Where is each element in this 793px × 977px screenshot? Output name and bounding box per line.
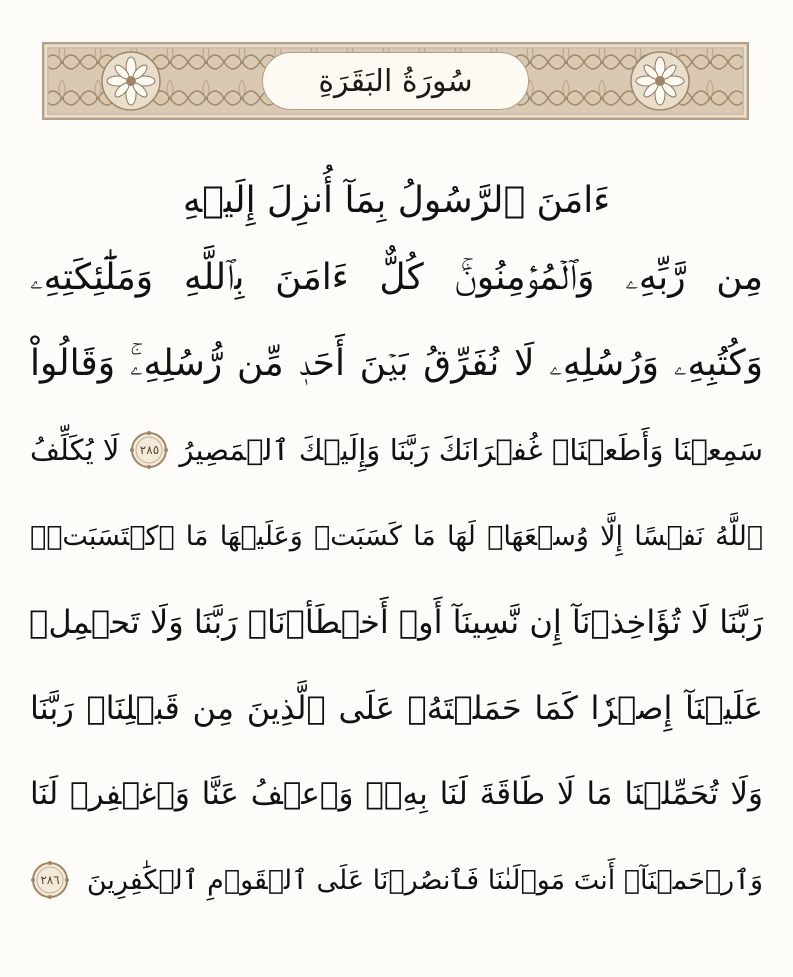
verse-line	[30, 321, 763, 407]
ayah-end-marker-icon	[129, 430, 169, 470]
verse-line-text: وَٱرۡحَمۡنَآۚ أَنتَ مَوۡلَىٰنَا فَٱنصُرۡنَا عَلَى ٱلۡقَوۡمِ ٱلۡكَٰفِرِينَ	[86, 864, 763, 896]
verse-line	[30, 837, 763, 923]
verse-text-block	[30, 165, 763, 923]
surah-header-banner	[42, 42, 749, 120]
surah-title-plaque	[262, 52, 529, 110]
ayah-end-marker-icon	[30, 860, 70, 900]
verse-line-text: لَا يُكَلِّفُ	[30, 433, 120, 467]
verse-line-text: وَلَا تُحَمِّلۡنَا مَا لَا طَاقَةَ لَنَا بِهِۦۖ وَٱعۡفُ عَنَّا وَٱغۡفِرۡ لَنَا	[30, 776, 763, 812]
verse-line	[30, 165, 763, 235]
verse-line	[30, 493, 763, 579]
verse-line	[30, 665, 763, 751]
verse-line-text: وَكُتُبِهِۦ وَرُسُلِهِۦ لَا نُفَرِّقُ بَيۡنَ أَحَدٖ مِّن رُّسُلِهِۦۚ وَقَالُواْ	[30, 343, 763, 384]
rosette-medallion-icon	[100, 50, 162, 112]
rosette-medallion-icon	[629, 50, 691, 112]
surah-title: سُورَةُ البَقَرَةِ	[318, 63, 473, 99]
verse-line	[30, 235, 763, 321]
verse-line-text: مِن رَّبِّهِۦ وَٱلۡمُؤۡمِنُونَۚ كُلٌّ ءَامَنَ بِٱللَّهِ وَمَلَٰٓئِكَتِهِۦ	[30, 257, 763, 298]
verse-line-text: سَمِعۡنَا وَأَطَعۡنَاۖ غُفۡرَانَكَ رَبَّنَا وَإِلَيۡكَ ٱلۡمَصِيرُ	[179, 433, 763, 467]
verse-line-text: عَلَيۡنَآ إِصۡرٗا كَمَا حَمَلۡتَهُۥ عَلَى ٱلَّذِينَ مِن قَبۡلِنَاۚ رَبَّنَا	[30, 689, 763, 727]
verse-line	[30, 407, 763, 493]
ayah-number: ٢٨٥	[139, 443, 160, 457]
ayah-number: ٢٨٦	[40, 873, 60, 887]
verse-line	[30, 579, 763, 665]
verse-line	[30, 751, 763, 837]
verse-line-text: رَبَّنَا لَا تُؤَاخِذۡنَآ إِن نَّسِينَآ أَوۡ أَخۡطَأۡنَاۚ رَبَّنَا وَلَا تَحۡمِلۡ	[29, 603, 763, 641]
verse-line-text: ٱللَّهُ نَفۡسًا إِلَّا وُسۡعَهَاۚ لَهَا مَا كَسَبَتۡ وَعَلَيۡهَا مَا ٱكۡتَسَبَتۡۗ	[30, 520, 763, 552]
verse-line-text: ءَامَنَ ٱلرَّسُولُ بِمَآ أُنزِلَ إِلَيۡهِ	[182, 179, 611, 221]
